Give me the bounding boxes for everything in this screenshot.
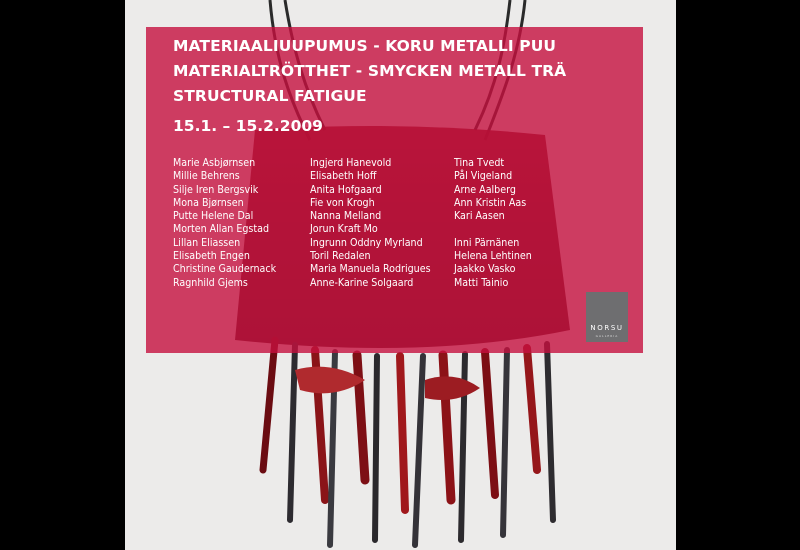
artist-name: Ragnhild Gjems xyxy=(173,276,248,289)
title-finnish: MATERIAALIUUPUMUS - KORU METALLI PUU xyxy=(173,37,557,55)
artist-name: Putte Helene Dal xyxy=(173,210,254,223)
artist-name: Lillan Eliassen xyxy=(173,236,241,249)
logo-subtitle: GALLERIA xyxy=(595,334,619,338)
artist-name: Ingrunn Oddny Myrland xyxy=(310,236,423,249)
exhibition-dates: 15.1. – 15.2.2009 xyxy=(173,117,323,135)
artist-name: Mona Bjørnsen xyxy=(173,196,244,209)
artist-name: Kari Aasen xyxy=(454,210,505,223)
artist-name: Ann Kristin Aas xyxy=(454,196,527,209)
artist-name: Matti Tainio xyxy=(454,276,509,289)
artist-name: Helena Lehtinen xyxy=(454,250,532,263)
artists-column-1 xyxy=(173,157,276,290)
title-swedish: MATERIALTRÖTTHET - SMYCKEN METALL TRÄ xyxy=(173,62,567,80)
artist-name: Anne-Karine Solgaard xyxy=(310,276,414,289)
artist-name: Jorun Kraft Mo xyxy=(310,223,378,236)
artist-name: Ingjerd Hanevold xyxy=(310,157,392,169)
logo-name: NORSU xyxy=(590,324,624,332)
exhibition-poster xyxy=(125,0,676,550)
artists-column-3 xyxy=(454,157,532,290)
artist-name: Christine Gaudernack xyxy=(173,263,277,276)
norsu-gallery-logo xyxy=(586,292,628,342)
artist-name: Jaakko Vasko xyxy=(454,263,516,276)
artist-name: Marie Asbjørnsen xyxy=(173,157,256,169)
artist-name: Inni Pärnänen xyxy=(454,236,520,249)
artist-name: Anita Hofgaard xyxy=(310,183,382,196)
artist-name: Tina Tvedt xyxy=(454,157,505,169)
artist-name: Millie Behrens xyxy=(173,170,240,183)
artist-name: Arne Aalberg xyxy=(454,183,516,196)
artist-name: Silje Iren Bergsvik xyxy=(173,183,259,196)
artist-name: Elisabeth Hoff xyxy=(310,170,377,183)
artists-column-2 xyxy=(310,157,431,290)
title-english: STRUCTURAL FATIGUE xyxy=(173,87,367,105)
artist-name: Fie von Krogh xyxy=(310,196,375,209)
artist-name: Maria Manuela Rodrigues xyxy=(310,263,431,276)
spacer xyxy=(454,223,532,236)
artist-name: Nanna Melland xyxy=(310,210,382,223)
artist-name: Morten Allan Egstad xyxy=(173,223,270,236)
artist-name: Elisabeth Engen xyxy=(173,250,250,263)
artist-name: Toril Redalen xyxy=(310,250,371,263)
artist-name: Pål Vigeland xyxy=(454,170,513,183)
